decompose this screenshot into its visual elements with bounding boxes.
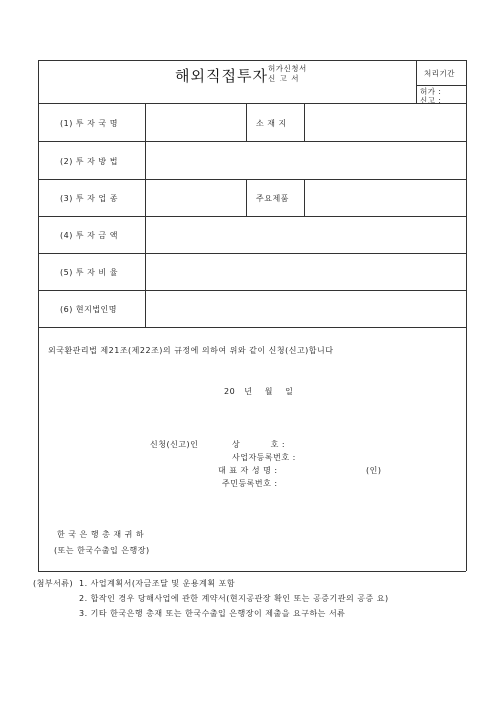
row-label-amount: (4) 투 자 금 액: [60, 231, 118, 240]
row-divider-1: [38, 103, 466, 104]
field-resident-reg-no: 주민등록번호 :: [222, 479, 278, 488]
row-divider-5: [38, 253, 466, 254]
sub-divider-3b: [304, 179, 305, 216]
report-period-label: 신고 :: [420, 96, 442, 105]
recipient: 한 국 은 행 총 재 귀 하: [57, 530, 145, 539]
row-divider-6: [38, 290, 466, 291]
row-divider-3: [38, 179, 466, 180]
attachment-item-1: 1. 사업계획서(자금조달 및 운용계획 포함: [79, 579, 236, 588]
row-label-method: (2) 투 자 방 법: [60, 157, 118, 166]
attachment-item-3: 3. 기타 한국은행 총재 또는 한국수출입 은행장이 제출을 요구하는 서류: [79, 609, 346, 618]
row-label-ratio: (5) 투 자 비 율: [60, 268, 118, 277]
row-divider-2: [38, 141, 466, 142]
form-border-bottom: [38, 571, 466, 572]
sub-divider-1a: [246, 103, 247, 141]
recipient-alt: (또는 한국수출입 은행장): [54, 546, 150, 555]
processing-period-label: 처리기간: [424, 69, 455, 78]
form-title-permit: 허가신청서: [268, 64, 307, 73]
form-title: 해외직접투자: [175, 67, 268, 85]
field-business-reg-no: 사업자등록번호 :: [232, 453, 296, 462]
declaration-statement: 외국환관리법 제21조(제22조)의 규정에 의하여 위와 같이 신청(신고)합니다: [48, 346, 334, 355]
label-column-divider: [145, 103, 146, 327]
row-divider-4: [38, 216, 466, 217]
field-business-name: 상 호 :: [232, 440, 286, 449]
field-representative: 대 표 자 성 명 :: [218, 466, 278, 475]
form-title-report: 신 고 서: [268, 74, 300, 83]
form-border-right: [466, 60, 467, 571]
attachments-label: (첨부서류): [33, 579, 74, 588]
row-divider-7: [38, 327, 466, 328]
form-border-top: [38, 60, 466, 61]
row-label-industry: (3) 투 자 업 종: [60, 194, 118, 203]
row-label-local-entity: (6) 현지법인명: [60, 305, 118, 314]
sub-divider-1b: [304, 103, 305, 141]
form-border-left: [38, 60, 39, 571]
header-divider: [416, 60, 417, 103]
row-label-main-products: 주요제품: [256, 194, 289, 203]
permit-period-label: 허가 :: [420, 87, 442, 96]
applicant-label: 신청(신고)인: [150, 440, 199, 449]
sub-divider-3a: [246, 179, 247, 216]
row-label-location: 소 재 지: [256, 119, 287, 128]
attachment-item-2: 2. 합작인 경우 당해사업에 관한 계약서(현지공관장 확인 또는 공증기관의 공증 요): [79, 594, 389, 603]
declaration-date: 20 년 월 일: [224, 387, 294, 396]
row-label-country: (1) 투 자 국 명: [60, 119, 118, 128]
seal-mark: (인): [366, 466, 382, 475]
